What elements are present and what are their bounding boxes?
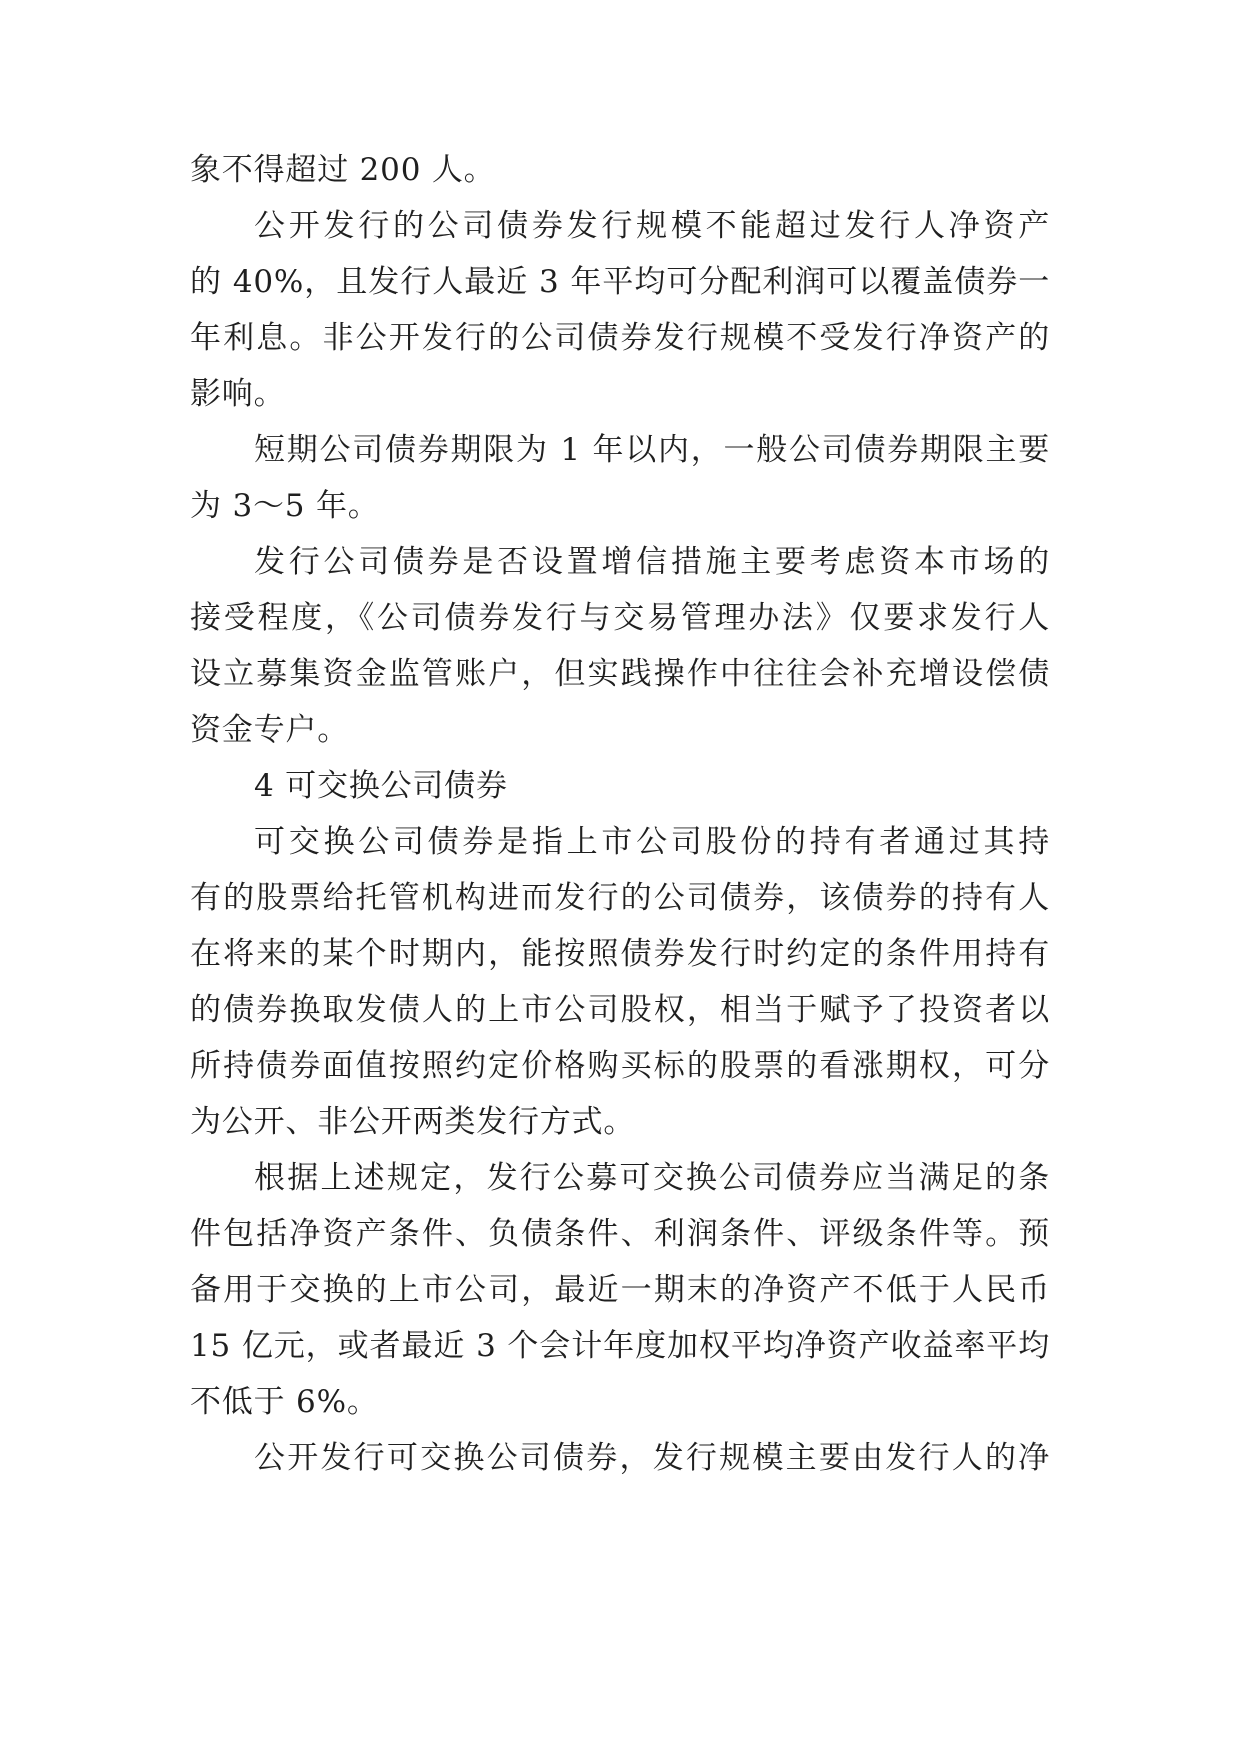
text-line-21: 备用于交换的上市公司，最近一期末的净资产不低于人民币 <box>190 1272 1050 1308</box>
text-line-14: 有的股票给托管机构进而发行的公司债券，该债券的持有人 <box>190 880 1050 916</box>
text-line-3: 的 40%，且发行人最近 3 年平均可分配利润可以覆盖债券一 <box>190 264 1050 300</box>
text-line-13: 可交换公司债券是指上市公司股份的持有者通过其持 <box>254 824 1050 860</box>
text-line-22: 15 亿元，或者最近 3 个会计年度加权平均净资产收益率平均 <box>190 1328 1050 1364</box>
text-line-17: 所持债券面值按照约定价格购买标的股票的看涨期权，可分 <box>190 1048 1050 1084</box>
text-line-6: 短期公司债券期限为 1 年以内，一般公司债券期限主要 <box>254 432 1050 468</box>
text-line-5: 影响。 <box>190 376 286 412</box>
text-line-15: 在将来的某个时期内，能按照债券发行时约定的条件用持有 <box>190 936 1050 972</box>
text-line-1: 象不得超过 200 人。 <box>190 152 496 188</box>
text-line-20: 件包括净资产条件、负债条件、利润条件、评级条件等。预 <box>190 1216 1050 1252</box>
text-line-18: 为公开、非公开两类发行方式。 <box>190 1104 636 1140</box>
text-line-19: 根据上述规定，发行公募可交换公司债券应当满足的条 <box>254 1160 1050 1196</box>
text-line-10: 设立募集资金监管账户，但实践操作中往往会补充增设偿债 <box>190 656 1050 692</box>
text-line-8: 发行公司债券是否设置增信措施主要考虑资本市场的 <box>254 544 1050 580</box>
text-line-4: 年利息。非公开发行的公司债券发行规模不受发行净资产的 <box>190 320 1050 356</box>
text-line-24: 公开发行可交换公司债券，发行规模主要由发行人的净 <box>254 1440 1050 1476</box>
text-line-2: 公开发行的公司债券发行规模不能超过发行人净资产 <box>254 208 1050 244</box>
text-line-11: 资金专户。 <box>190 712 349 748</box>
text-line-16: 的债券换取发债人的上市公司股权，相当于赋予了投资者以 <box>190 992 1050 1028</box>
text-line-23: 不低于 6%。 <box>190 1384 379 1420</box>
text-line-9: 接受程度，《公司债券发行与交易管理办法》仅要求发行人 <box>190 600 1050 636</box>
section-heading: 4 可交换公司债券 <box>254 768 508 804</box>
text-line-7: 为 3～5 年。 <box>190 488 380 524</box>
